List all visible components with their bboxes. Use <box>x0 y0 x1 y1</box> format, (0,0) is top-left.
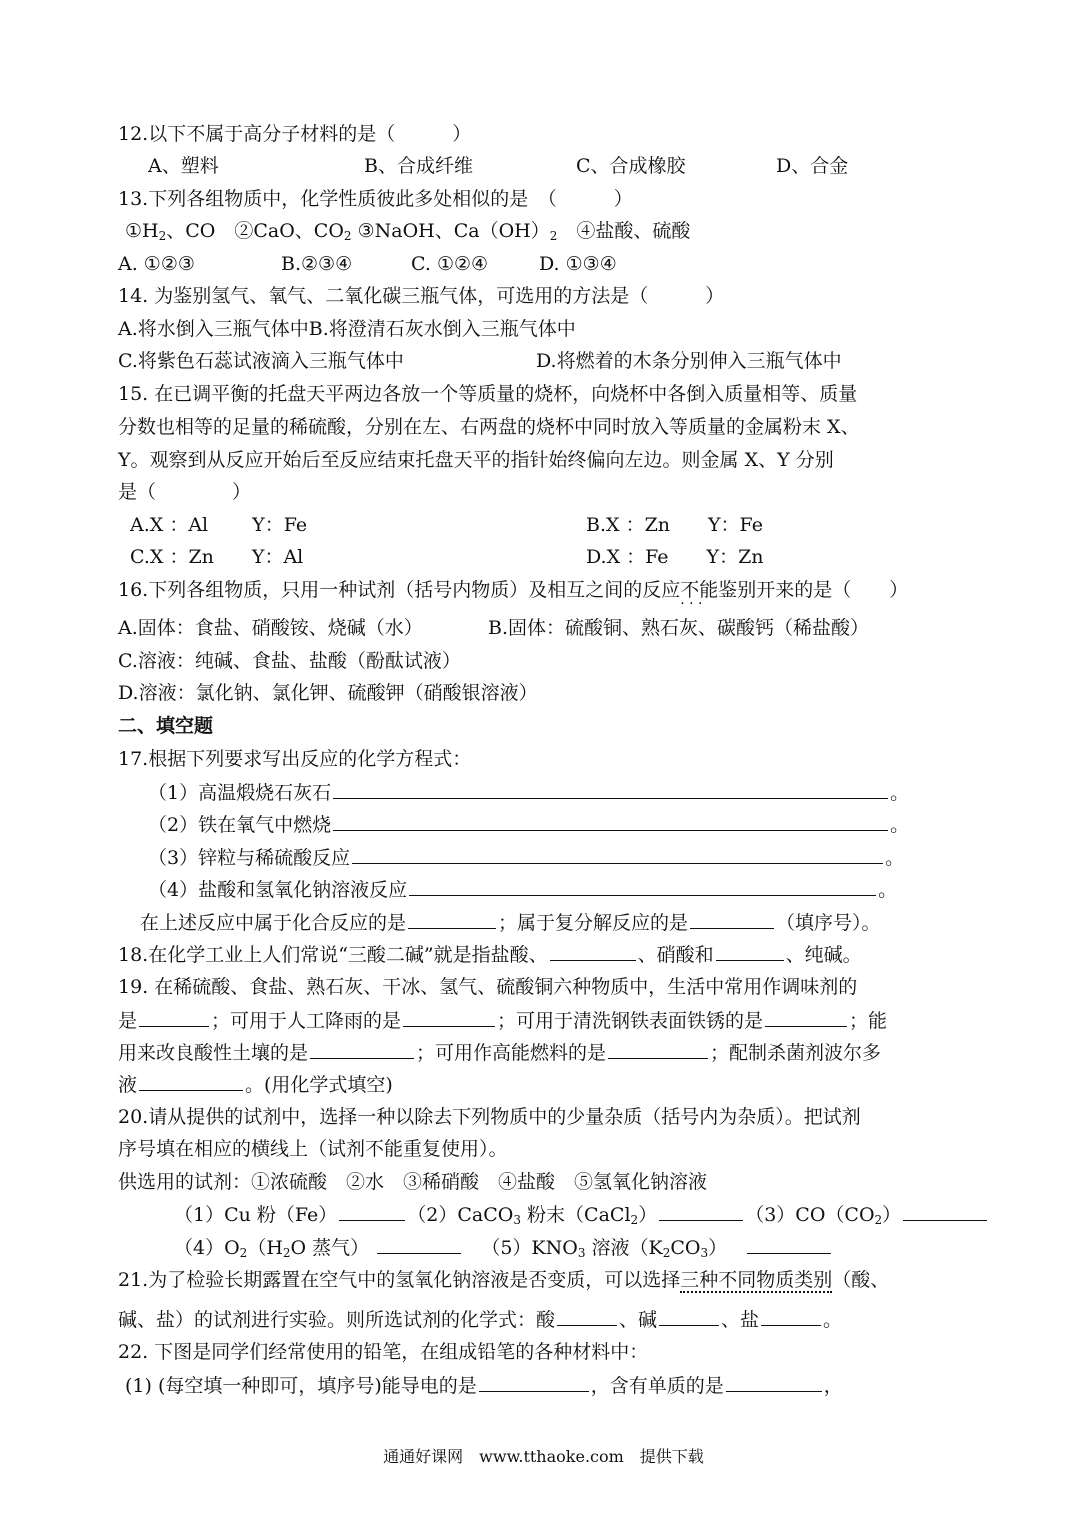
q20-item-label: （H <box>247 1237 283 1259</box>
q17-stem: 17.根据下列要求写出反应的化学方程式： <box>118 748 472 770</box>
q15-option-c: C.X ：Zn Y：Al <box>130 546 304 568</box>
subscript: 2 <box>343 229 352 243</box>
q14-option-c: C.将紫色石蕊试液滴入三瓶气体中 <box>118 350 404 372</box>
q19-text: ；可用于人工降雨的是 <box>211 1010 402 1032</box>
subscript: 2 <box>549 229 558 243</box>
q14-stem: 14. 为鉴别氢气、氧气、二氧化碳三瓶气体，可选用的方法是（ ） <box>118 285 725 307</box>
q15-line-4: 是（ ） <box>118 481 252 503</box>
q22-text: (1) (每空填一种即可，填序号)能导电的是 <box>125 1375 477 1397</box>
subscript: 2 <box>630 1213 639 1227</box>
q17-item-label: （1）高温煅烧石灰石 <box>148 782 332 804</box>
q20-item-label: （2）CaCO <box>407 1204 514 1226</box>
q18-text: 、纯碱。 <box>785 944 862 966</box>
q19-line-3 <box>118 1036 881 1068</box>
answer-blank[interactable] <box>761 1303 821 1326</box>
q20-item-label: （4）O <box>174 1237 240 1259</box>
q17-item-4 <box>148 873 897 905</box>
subscript: 2 <box>239 1246 248 1260</box>
q19-text: 用来改良酸性土壤的是 <box>118 1042 309 1064</box>
q20-item-label: CO <box>670 1237 701 1259</box>
q15-option-a: A.X ：Al Y：Fe <box>130 514 308 536</box>
q12-stem: 12.以下不属于高分子材料的是（ ） <box>118 123 472 145</box>
q22-line-2 <box>125 1369 843 1401</box>
q17-item-1 <box>148 776 909 808</box>
q17-summary <box>140 906 881 938</box>
subscript: 2 <box>282 1246 291 1260</box>
q15-option-b: B.X ：Zn Y：Fe <box>586 514 763 536</box>
q13-item-text: ④盐酸、硫酸 <box>557 220 691 242</box>
q20-item-label: 粉末（CaCl <box>521 1204 631 1226</box>
q20-reagents: 供选用的试剂：①浓硫酸 ②水 ③稀硝酸 ④盐酸 ⑤氢氧化钠溶液 <box>118 1171 708 1193</box>
answer-blank[interactable] <box>557 1303 617 1326</box>
q15-options-cd <box>130 541 764 573</box>
q20-line-2: 序号填在相应的横线上（试剂不能重复使用）。 <box>118 1138 508 1160</box>
q16-stem-text: 16.下列各组物质，只用一种试剂（括号内物质）及相互之间的反应 <box>118 579 681 601</box>
section-heading: 二、填空题 <box>118 715 214 737</box>
q15-option-d: D.X ：Fe Y：Zn <box>586 546 764 568</box>
q20-items-2 <box>174 1231 833 1263</box>
answer-blank[interactable] <box>352 841 883 864</box>
q22-text: ， <box>823 1375 843 1397</box>
q13-options <box>118 248 617 280</box>
q22-text: ，含有单质的是 <box>590 1375 724 1397</box>
answer-blank[interactable] <box>409 873 876 896</box>
subscript: 3 <box>700 1246 709 1260</box>
q16-stem <box>118 574 908 606</box>
q16-options-ab <box>118 612 869 644</box>
q21-text: 。 <box>823 1309 843 1331</box>
answer-blank[interactable] <box>333 776 888 799</box>
emphasis-text: 三种不同物质类别 <box>680 1269 833 1291</box>
answer-blank[interactable] <box>139 1068 243 1091</box>
answer-blank[interactable] <box>659 1303 719 1326</box>
q13-option-d: D. ①③④ <box>539 253 617 275</box>
q17-item-label: （3）锌粒与稀硫酸反应 <box>148 847 351 869</box>
q17-item-3 <box>148 841 904 873</box>
q21-text: 碱、盐）的试剂进行实验。则所选试剂的化学式：酸 <box>118 1309 556 1331</box>
q20-item-label: O 蒸气） <box>290 1237 370 1259</box>
subscript: 2 <box>158 229 167 243</box>
q18 <box>118 938 862 970</box>
q12-option-b: B、合成纤维 <box>364 155 473 177</box>
q19-text: ；配制杀菌剂波尔多 <box>710 1042 882 1064</box>
period: 。 <box>878 879 898 901</box>
subscript: 3 <box>577 1246 586 1260</box>
q17-item-2 <box>148 808 909 840</box>
q21-text: 21.为了检验长期露置在空气中的氢氧化钠溶液是否变质，可以选择 <box>118 1269 681 1291</box>
answer-blank[interactable] <box>726 1369 822 1392</box>
answer-blank[interactable] <box>716 938 784 961</box>
q20-items-1 <box>174 1198 989 1230</box>
q19-text: 是 <box>118 1010 138 1032</box>
period: 。 <box>885 847 905 869</box>
q21-text: 、碱 <box>619 1309 658 1331</box>
page-footer: 通通好课网 www.tthaoke.com 提供下载 <box>383 1447 704 1466</box>
answer-blank[interactable] <box>339 1198 405 1221</box>
q19-line-2 <box>118 1004 887 1036</box>
q13-option-b: B.②③④ <box>281 253 353 275</box>
q21-text: 、盐 <box>721 1309 760 1331</box>
q16-option-c: C.溶液：纯碱、食盐、盐酸（酚酞试液） <box>118 650 461 672</box>
q14-option-d: D.将燃着的木条分别伸入三瓶气体中 <box>536 350 842 372</box>
answer-blank[interactable] <box>333 808 888 831</box>
q13-option-c: C. ①②④ <box>411 253 489 275</box>
q15-line-2: 分数也相等的足量的稀硫酸，分别在左、右两盘的烧杯中同时放入等质量的金属粉末 X、 <box>118 416 860 438</box>
answer-blank[interactable] <box>403 1004 495 1027</box>
q19-text: 。(用化学式填空) <box>245 1074 393 1096</box>
answer-blank[interactable] <box>408 906 496 929</box>
q22-line-1: 22. 下图是同学们经常使用的铅笔，在组成铅笔的各种材料中： <box>118 1341 649 1363</box>
answer-blank[interactable] <box>377 1231 461 1254</box>
q20-item-label: ） <box>638 1204 658 1226</box>
q12-option-d: D、合金 <box>776 155 849 177</box>
q12-options <box>148 150 848 182</box>
q15-line-1: 15. 在已调平衡的托盘天平两边各放一个等质量的烧杯，向烧杯中各倒入质量相等、质量 <box>118 383 858 405</box>
answer-blank[interactable] <box>479 1369 589 1392</box>
q13-items <box>125 215 690 247</box>
period: 。 <box>890 814 910 836</box>
q16-option-d: D.溶液：氯化钠、氯化钾、硫酸钾（硝酸银溶液） <box>118 682 538 704</box>
q20-item-label: （1）Cu 粉（Fe） <box>174 1204 338 1226</box>
q13-item-text: ③NaOH、Ca（OH） <box>351 220 550 242</box>
answer-blank[interactable] <box>139 1004 209 1027</box>
q20-line-1: 20.请从提供的试剂中，选择一种以除去下列物质中的少量杂质（括号内为杂质）。把试剂 <box>118 1106 861 1128</box>
q13-option-a: A. ①②③ <box>118 253 195 275</box>
answer-blank[interactable] <box>903 1198 987 1221</box>
q15-line-3: Y。观察到从反应开始后至反应结束托盘天平的指针始终偏向左边。则金属 X、Y 分别 <box>118 449 834 471</box>
q19-line-4 <box>118 1068 393 1100</box>
q17-summary-text: ；属于复分解反应的是 <box>498 912 689 934</box>
q17-item-label: （2）铁在氧气中燃烧 <box>148 814 332 836</box>
q19-text: ；能 <box>849 1010 888 1032</box>
q12-option-a: A、塑料 <box>148 155 219 177</box>
q20-item-label: ） <box>882 1204 902 1226</box>
q13-item-text: 、CO ②CaO、CO <box>166 220 344 242</box>
q20-item-label: （3）CO（CO <box>745 1204 875 1226</box>
answer-blank[interactable] <box>608 1036 708 1059</box>
q17-summary-text: （填序号）。 <box>776 912 881 934</box>
q16-option-a: A.固体：食盐、硝酸铵、烧碱（水） <box>118 617 423 639</box>
subscript: 2 <box>662 1246 671 1260</box>
q21-line-2 <box>118 1303 842 1335</box>
q13-stem: 13.下列各组物质中，化学性质彼此多处相似的是 （ ） <box>118 188 633 210</box>
q19-text: ；可用于清洗钢铁表面铁锈的是 <box>497 1010 764 1032</box>
q19-text: 液 <box>118 1074 138 1096</box>
q20-item-label: 溶液（K <box>585 1237 663 1259</box>
q20-item-label: ） <box>708 1237 728 1259</box>
q15-options-ab <box>130 509 763 541</box>
q13-item-text: ①H <box>125 220 159 242</box>
answer-blank[interactable] <box>765 1004 847 1027</box>
period: 。 <box>890 782 910 804</box>
q18-text: 18.在化学工业上人们常说“三酸二碱”就是指盐酸、 <box>118 944 548 966</box>
q12-option-c: C、合成橡胶 <box>576 155 686 177</box>
answer-blank[interactable] <box>659 1198 743 1221</box>
answer-blank[interactable] <box>310 1036 414 1059</box>
q18-text: 、硝酸和 <box>637 944 714 966</box>
q21-text: （酸、 <box>832 1269 890 1291</box>
subscript: 3 <box>513 1213 522 1227</box>
answer-blank[interactable] <box>690 906 774 929</box>
answer-blank[interactable] <box>550 938 636 961</box>
q16-option-b: B.固体：硫酸铜、熟石灰、碳酸钙（稀盐酸） <box>488 617 870 639</box>
q17-summary-text: 在上述反应中属于化合反应的是 <box>140 912 407 934</box>
q19-line-1: 19. 在稀硫酸、食盐、熟石灰、干冰、氢气、硫酸铜六种物质中，生活中常用作调味剂的 <box>118 976 858 998</box>
subscript: 2 <box>874 1213 883 1227</box>
q17-item-label: （4）盐酸和氢氧化钠溶液反应 <box>148 879 408 901</box>
q20-item-label: （5）KNO <box>481 1237 578 1259</box>
q21-line-1 <box>118 1264 889 1296</box>
q16-stem-text: 鉴别开来的是（ ） <box>718 579 909 601</box>
emphasis-text: 不能 · · · <box>680 574 718 606</box>
q14-options-cd <box>118 345 842 377</box>
q14-options-ab: A.将水倒入三瓶气体中B.将澄清石灰水倒入三瓶气体中 <box>118 318 576 340</box>
answer-blank[interactable] <box>747 1231 831 1254</box>
q19-text: ；可用作高能燃料的是 <box>416 1042 607 1064</box>
